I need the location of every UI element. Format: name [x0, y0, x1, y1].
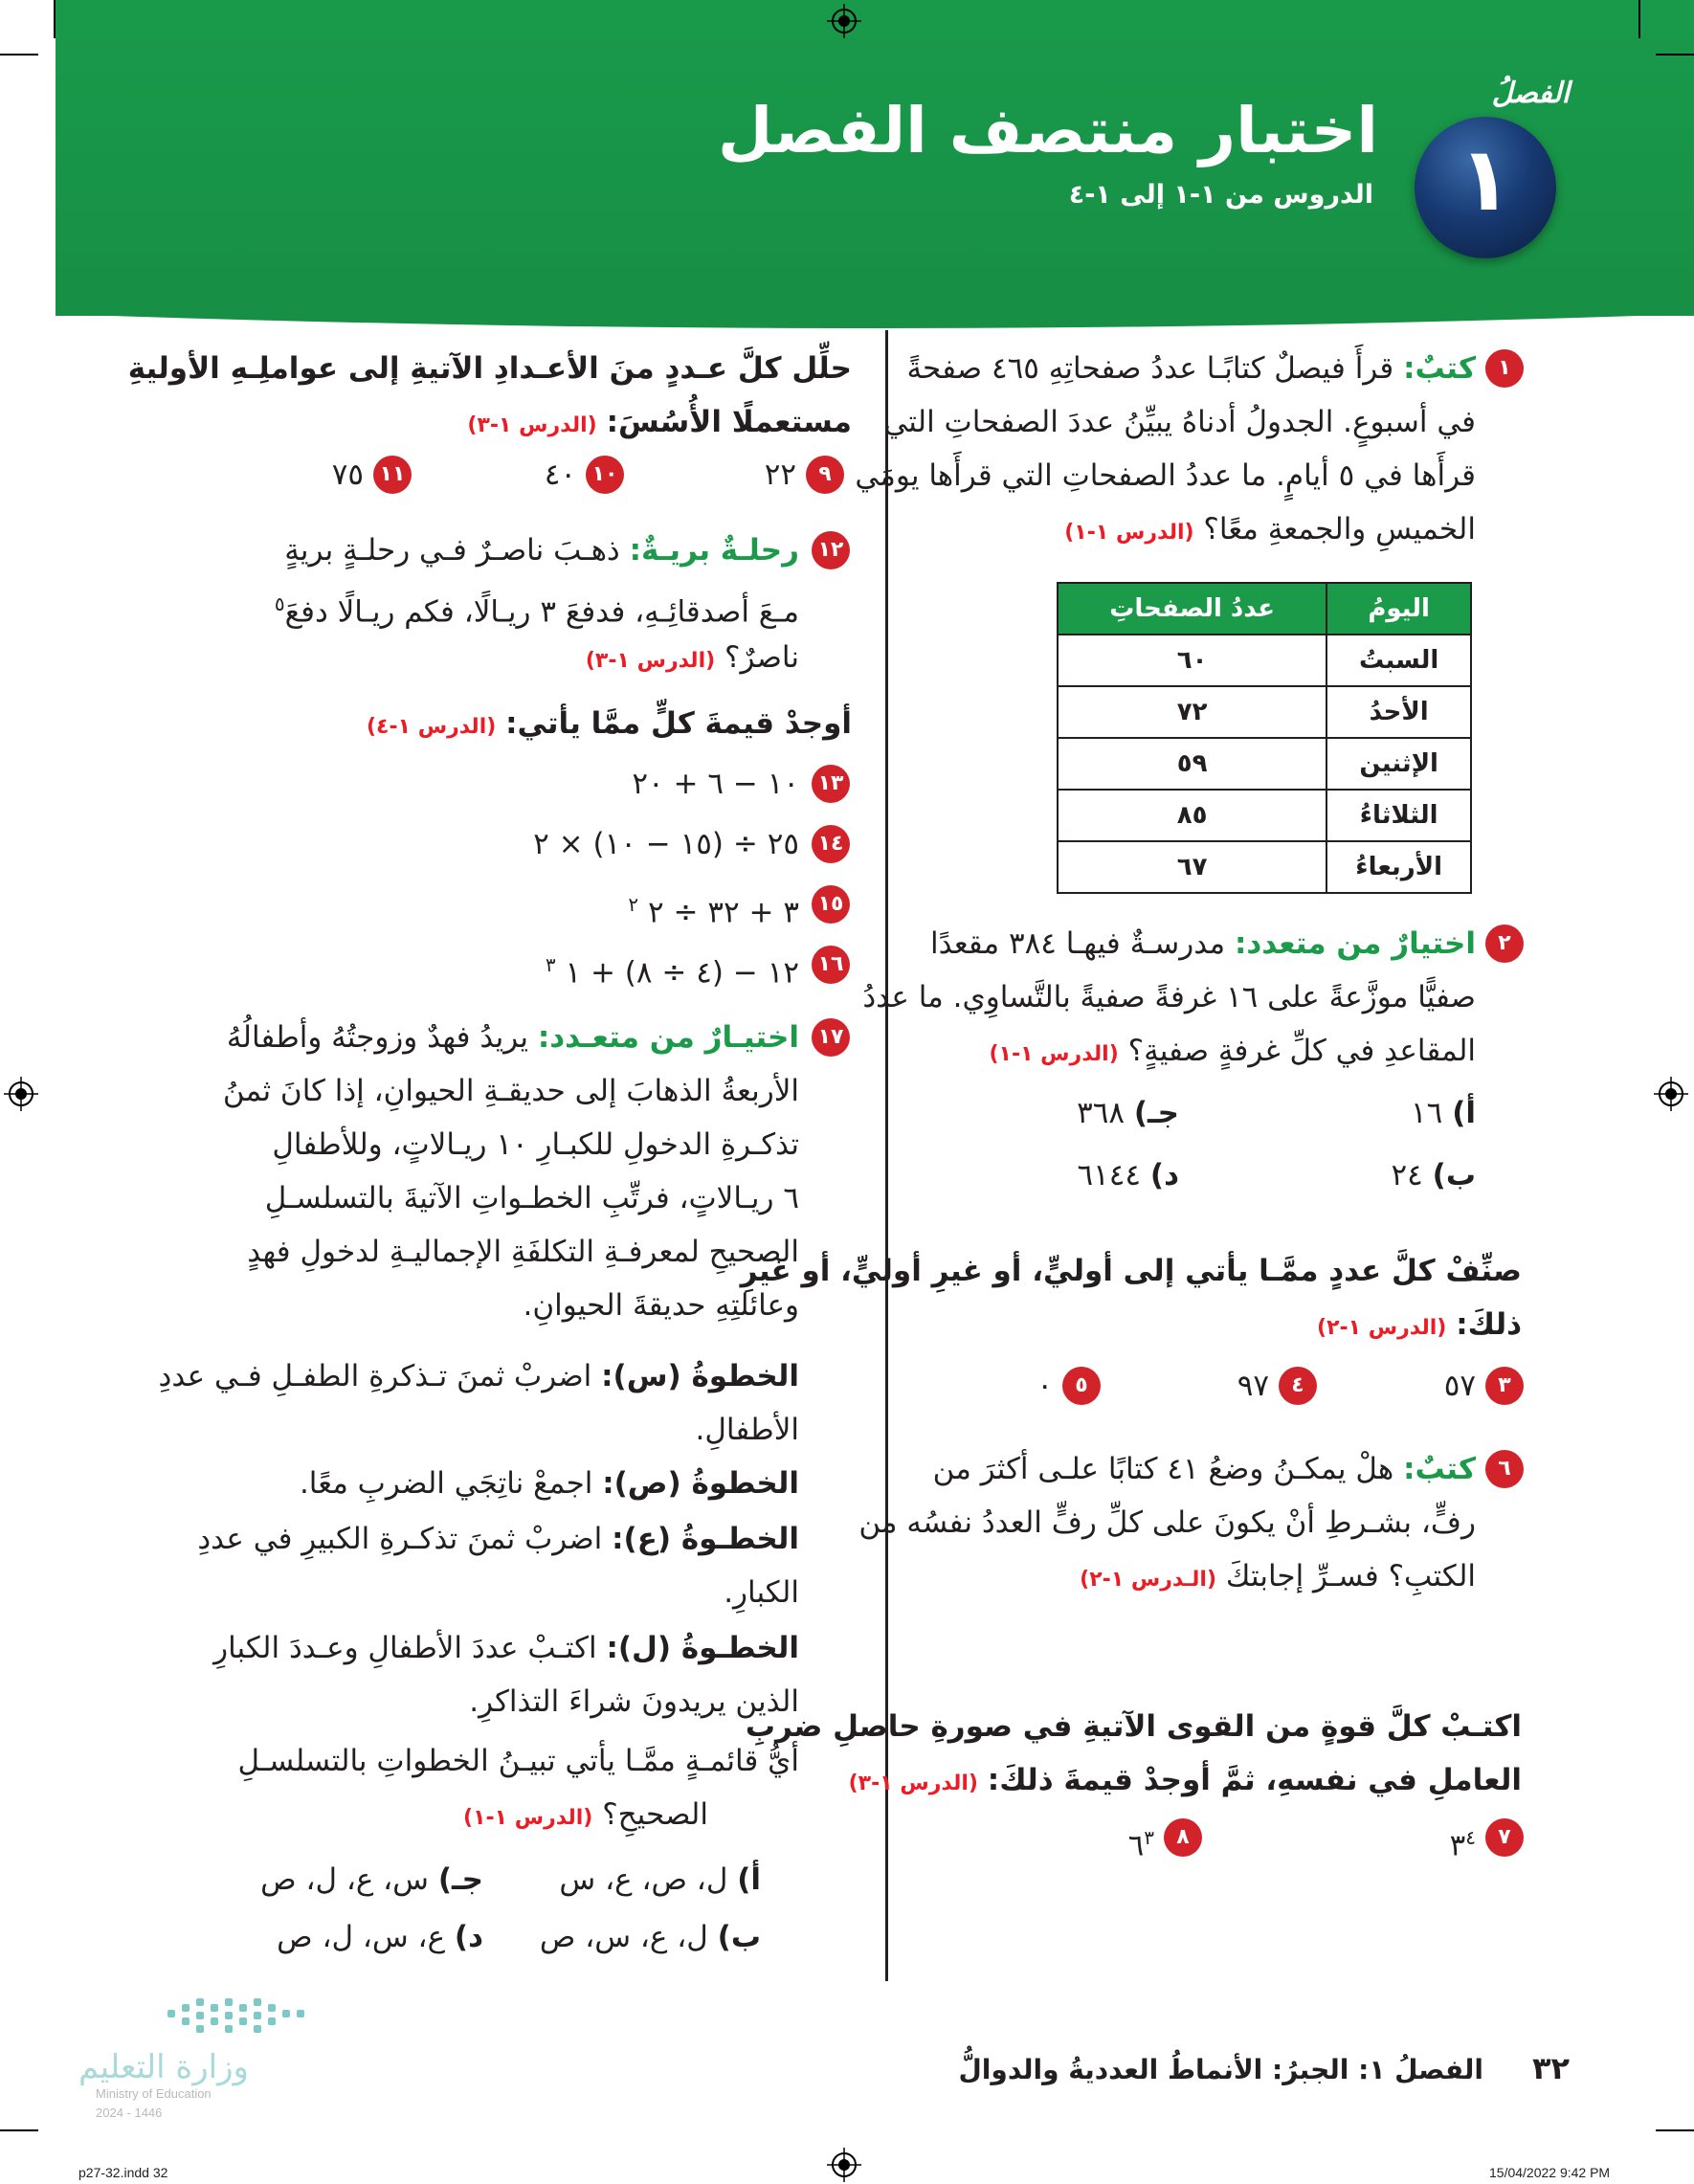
q12-line: ذهـبَ ناصـرٌ فـي رحلـةٍ بريةٍ [284, 533, 620, 568]
step [300, 1457, 799, 1510]
q17-question-line: الصحيحِ؟ [602, 1797, 708, 1832]
choice[interactable] [1077, 1086, 1179, 1140]
factor-line: مستعملًا الأُسُسَ: [606, 405, 852, 439]
ministry-year: 2024 - 1446 [96, 2106, 163, 2120]
q17-line: ٦ ريـالاتٍ، فرتِّبِ الخطـواتِ الآتيةَ بالتسلسـلِ [264, 1181, 799, 1215]
classify-value: ٠ [1036, 1369, 1053, 1403]
q2-keyword: اختيارٌ من متعدد: [1235, 926, 1476, 961]
choice-value: ع، س، ل، ص [277, 1920, 446, 1954]
table-cell-pages: ٧٢ [1058, 686, 1326, 738]
question-number-badge: ٨ [1164, 1818, 1202, 1857]
table-header: عددُ الصفحاتِ [1058, 583, 1326, 635]
question-number-badge: ١٢ [812, 531, 850, 569]
choice-label: أ) [737, 1862, 761, 1897]
table-row [1058, 686, 1471, 738]
power-expression [1450, 1811, 1476, 1872]
ministry-name-ar: وزارة التعليم [78, 2048, 249, 2086]
registration-mark-icon [4, 1077, 38, 1111]
pages-table [1057, 582, 1472, 894]
expression [628, 878, 799, 939]
crop-mark [1656, 2129, 1694, 2131]
question-number-badge: ٦ [1485, 1450, 1524, 1488]
table-cell-pages: ٦٠ [1058, 635, 1326, 686]
header-wave [56, 304, 1694, 341]
lesson-ref: (الدرس ١-٢) [1317, 1316, 1447, 1340]
choice-label: جـ) [437, 1862, 483, 1897]
powers-instruction-2 [849, 1753, 1522, 1811]
crop-mark [54, 0, 56, 38]
table-row [1058, 738, 1471, 790]
question-number-badge: ١١ [373, 456, 412, 494]
step-label: الخطـوةُ (ل): [606, 1631, 799, 1665]
question-number-badge: ١٠ [586, 456, 624, 494]
q1-line: الخميسِ والجمعةِ معًا؟ [1203, 512, 1476, 546]
lesson-ref: (الدرس ١-٤) [366, 715, 497, 739]
question-number-badge: ٩ [806, 456, 844, 494]
question-number-badge: ١٦ [812, 946, 850, 984]
power-base: ٣ [1449, 1828, 1466, 1863]
choice[interactable] [559, 1853, 761, 1906]
lesson-ref: (الدرس ١-١) [1064, 521, 1194, 545]
step-label: الخطـوةُ (ع): [612, 1522, 799, 1556]
question-number-badge: ٢ [1485, 925, 1524, 963]
q6-keyword: كتبٌ: [1403, 1452, 1476, 1486]
expression-text: ١٢ − (٤ ÷ ٨) + ١ [565, 955, 799, 991]
lesson-ref: (الدرس ١-٣) [585, 649, 716, 673]
q17-question-2 [463, 1788, 708, 1845]
registration-mark-icon [1654, 1077, 1688, 1111]
choice-label: د) [454, 1920, 483, 1954]
table-cell-day: الإثنين [1326, 738, 1471, 790]
q2-line: مدرسـةٌ فيهـا ٣٨٤ مقعدًا [929, 926, 1226, 961]
question-number-badge: ١٧ [812, 1018, 850, 1057]
page-subtitle: الدروس من ١-١ إلى ١-٤ [1068, 180, 1373, 210]
q12-line: ناصرٌ؟ [724, 640, 799, 675]
q1-line: في أسبوعٍ. الجدولُ أدناهُ يبيِّنُ عددَ الصفحاتِ التي [883, 405, 1476, 439]
table-row [1058, 790, 1471, 841]
step [159, 1349, 799, 1403]
step-cont: الأطفالِ. [695, 1413, 799, 1447]
choice-label: ب) [717, 1920, 761, 1954]
table-cell-day: الثلاثاءُ [1326, 790, 1471, 841]
factor-instruction: حلِّل كلَّ عـددٍ منَ الأعـدادِ الآتيةِ إلى عواملِـهِ الأوليةِ [127, 351, 852, 386]
evaluate-instruction [367, 697, 852, 754]
classify-instruction-2 [1317, 1298, 1522, 1355]
q17-line: الأربعةُ الذهابَ إلى حديقـةِ الحيوانِ، إذا كانَ ثمنُ [222, 1074, 799, 1108]
classify-line: ذلكَ: [1456, 1307, 1522, 1342]
step-text: اكتـبْ عددَ الأطفالِ وعـددَ الكبارِ [213, 1631, 597, 1665]
question-number-badge: ١ [1485, 349, 1524, 388]
q2-line: المقاعدِ في كلِّ غرفةٍ صفيةٍ؟ [1127, 1034, 1476, 1068]
q6-line: هلْ يمكـنُ وضعُ ٤١ كتابًا علـى أكثرَ من [932, 1452, 1394, 1486]
crop-mark [1638, 0, 1640, 38]
expression: ١٠ − ٦ + ٢٠ [632, 767, 799, 801]
table-header: اليومُ [1326, 583, 1471, 635]
choice-label: أ) [1452, 1096, 1476, 1130]
choice-label: جـ) [1133, 1096, 1179, 1130]
table-cell-pages: ٦٧ [1058, 841, 1326, 893]
question-number-badge: ٣ [1485, 1367, 1524, 1405]
step-cont: الذين يريدونَ شراءَ التذاكرِ. [469, 1684, 799, 1719]
factor-instruction-2 [467, 395, 852, 453]
classify-instruction: صنِّفْ كلَّ عددٍ ممَّـا يأتي إلى أوليٍّ، أو غيرِ أوليٍّ، أو غيرِ [740, 1254, 1522, 1288]
table-cell-day: الأربعاءُ [1326, 841, 1471, 893]
expression: ٢٥ ÷ (١٥ − ١٠) × ٢ [533, 827, 799, 861]
lesson-ref: (الدرس ١-١) [989, 1042, 1119, 1066]
q17-question: أيُّ قائمـةٍ ممَّـا يأتي تبيـنُ الخطواتِ بالتسلسـلِ [237, 1744, 799, 1778]
power-base: ٦ [1127, 1828, 1145, 1863]
evaluate-title: أوجدْ قيمةَ كلٍّ ممَّا يأتي: [505, 706, 852, 741]
table-cell-pages: ٥٩ [1058, 738, 1326, 790]
ministry-logo-icon [163, 1991, 316, 2039]
table-cell-day: الأحدُ [1326, 686, 1471, 738]
choice[interactable] [277, 1910, 483, 1964]
powers-line: العاملِ في نفسهِ، ثمَّ أوجدْ قيمةَ ذلكَ: [987, 1763, 1522, 1797]
question-number-badge: ٥ [1062, 1367, 1101, 1405]
choice-value: ١٦ [1411, 1096, 1443, 1130]
q17-keyword: اختيـارٌ من متعـدد: [537, 1020, 799, 1055]
q12-keyword: رحلـةٌ بريـةٌ: [629, 533, 799, 568]
lesson-ref: (الدرس ١-٣) [467, 413, 597, 437]
q17-text [227, 1011, 799, 1064]
q17-line: يريدُ فهدٌ وزوجتُهُ وأطفالُهُ [226, 1020, 528, 1055]
q17-line: الصحيحِ لمعرفـةِ التكلفَةِ الإجماليـةِ لدخولِ فهدٍ [247, 1235, 799, 1269]
q2-line: صفيًّا موزَّعةً على ١٦ غرفةً صفيةً بالتَّساوِي. ما عددُ [862, 980, 1476, 1014]
table-header-row [1058, 583, 1471, 635]
q6-line-last [1080, 1549, 1476, 1607]
step [197, 1512, 799, 1566]
chapter-badge [1415, 117, 1556, 258]
q12-text [284, 524, 799, 577]
step-label: الخطوةُ (س): [601, 1359, 799, 1393]
q6-line: الكتبِ؟ فسـرِّ إجابتكَ [1225, 1559, 1476, 1593]
table-cell-pages: ٨٥ [1058, 790, 1326, 841]
chapter-reference: الفصلُ ١: الجبرُ: الأنماطُ العدديةُ والدوالُّ [958, 2054, 1483, 2085]
expression-text: ٣ + ٣٢ ÷ ٢ [648, 895, 799, 930]
q17-line: تذكـرةِ الدخولِ للكبـارِ ١٠ ريـالاتٍ، وللأطفالِ [272, 1127, 799, 1162]
registration-mark-icon [827, 2148, 861, 2182]
q12-line [275, 577, 799, 638]
q1-line: قرأَ فيصلٌ كتابًـا عددُ صفحاتِهِ ٤٦٥ صفحةً [906, 351, 1394, 386]
factor-value: ٧٥ [331, 457, 364, 492]
q6-text [933, 1442, 1476, 1496]
step-text: اضربْ ثمنَ تذكـرةِ الكبيرِ في عددِ [197, 1522, 603, 1556]
chapter-number: ١ [1458, 128, 1513, 231]
expression [546, 938, 799, 999]
power-exponent: ٤ [1465, 1826, 1476, 1849]
choice[interactable] [1411, 1086, 1476, 1140]
choice[interactable] [1392, 1148, 1477, 1202]
choice-value: ل، ص، ع، س [559, 1862, 728, 1897]
power-expression [1128, 1811, 1154, 1872]
table-row [1058, 635, 1471, 686]
choice-label: ب) [1432, 1158, 1476, 1192]
choice-value: ل، ع، س، ص [539, 1920, 708, 1954]
step-text: اضربْ ثمنَ تـذكرةِ الطفـلِ فـي عددِ [158, 1359, 592, 1393]
ministry-name-en: Ministry of Education [96, 2086, 212, 2101]
choice-value: ٦١٤٤ [1077, 1158, 1142, 1192]
choice-value: ٢٤ [1391, 1158, 1423, 1192]
factor-value: ٤٠ [544, 457, 576, 492]
registration-mark-icon [827, 4, 861, 38]
choice-label: د) [1149, 1158, 1179, 1192]
choice-value: س، ع، ل، ص [260, 1862, 430, 1897]
page-title: اختبار منتصف الفصل [717, 94, 1378, 167]
expression-exponent: ٣ [545, 953, 556, 976]
q12-line-last [586, 631, 799, 688]
print-date: 15/04/2022 9:42 PM [1489, 2165, 1611, 2180]
q1-line-last [1064, 502, 1476, 560]
page-number: ٣٢ [1531, 2050, 1570, 2086]
q17-line: وعائلتِهِ حديقةَ الحيوانِ. [523, 1288, 799, 1323]
question-number-badge: ١٣ [812, 765, 850, 803]
crop-mark [0, 2129, 38, 2131]
step-text: اجمعْ ناتِجَي الضربِ معًا. [299, 1466, 593, 1501]
factor-value: ٢٢ [764, 457, 796, 492]
power-exponent: ٣ [1144, 1826, 1154, 1849]
expression-exponent: ٢ [628, 893, 639, 916]
chapter-label: الفصلُ [1491, 77, 1570, 110]
step-cont: الكبارِ. [724, 1575, 799, 1610]
classify-value: ٩٧ [1237, 1369, 1269, 1403]
lesson-ref: (الدرس ١-١) [463, 1806, 593, 1830]
choice[interactable] [1077, 1148, 1179, 1202]
choice[interactable] [540, 1910, 761, 1964]
q12-line-text: مـعَ أصدقائِـهِ، فدفعَ ٣ ريـالًا، فكم ريـالًا دفعَ [284, 594, 799, 630]
q12-exponent: ٥ [274, 592, 285, 615]
q6-line: رفٍّ، بشـرطِ أنْ يكونَ على كلِّ رفٍّ العددُ نفسُه من [858, 1505, 1476, 1540]
choice-value: ٣٦٨ [1077, 1096, 1126, 1130]
file-slug: p27-32.indd 32 [78, 2165, 168, 2180]
lesson-ref: (الـدرس ١-٢) [1080, 1568, 1217, 1592]
crop-mark [1656, 54, 1694, 56]
question-number-badge: ٤ [1279, 1367, 1317, 1405]
q2-line-last [989, 1024, 1476, 1081]
q1-line: قرأَها في ٥ أيامٍ. ما عددُ الصفحاتِ التي قرأَها يومَي [855, 458, 1476, 493]
q1-text [906, 342, 1476, 395]
crop-mark [0, 54, 38, 56]
table-row [1058, 841, 1471, 893]
powers-instruction: اكتـبْ كلَّ قوةٍ من القوى الآتيةِ في صورةِ حاصلِ ضربِ [745, 1709, 1522, 1744]
classify-value: ٥٧ [1443, 1369, 1476, 1403]
question-number-badge: ١٥ [812, 885, 850, 924]
step [213, 1621, 799, 1675]
choice[interactable] [260, 1853, 483, 1906]
lesson-ref: (الدرس ١-٣) [848, 1772, 978, 1795]
q1-keyword: كتبٌ: [1403, 351, 1476, 386]
q2-text [930, 917, 1476, 970]
table-cell-day: السبتُ [1326, 635, 1471, 686]
question-number-badge: ٧ [1485, 1818, 1524, 1857]
step-label: الخطوةُ (ص): [602, 1466, 799, 1501]
question-number-badge: ١٤ [812, 825, 850, 863]
